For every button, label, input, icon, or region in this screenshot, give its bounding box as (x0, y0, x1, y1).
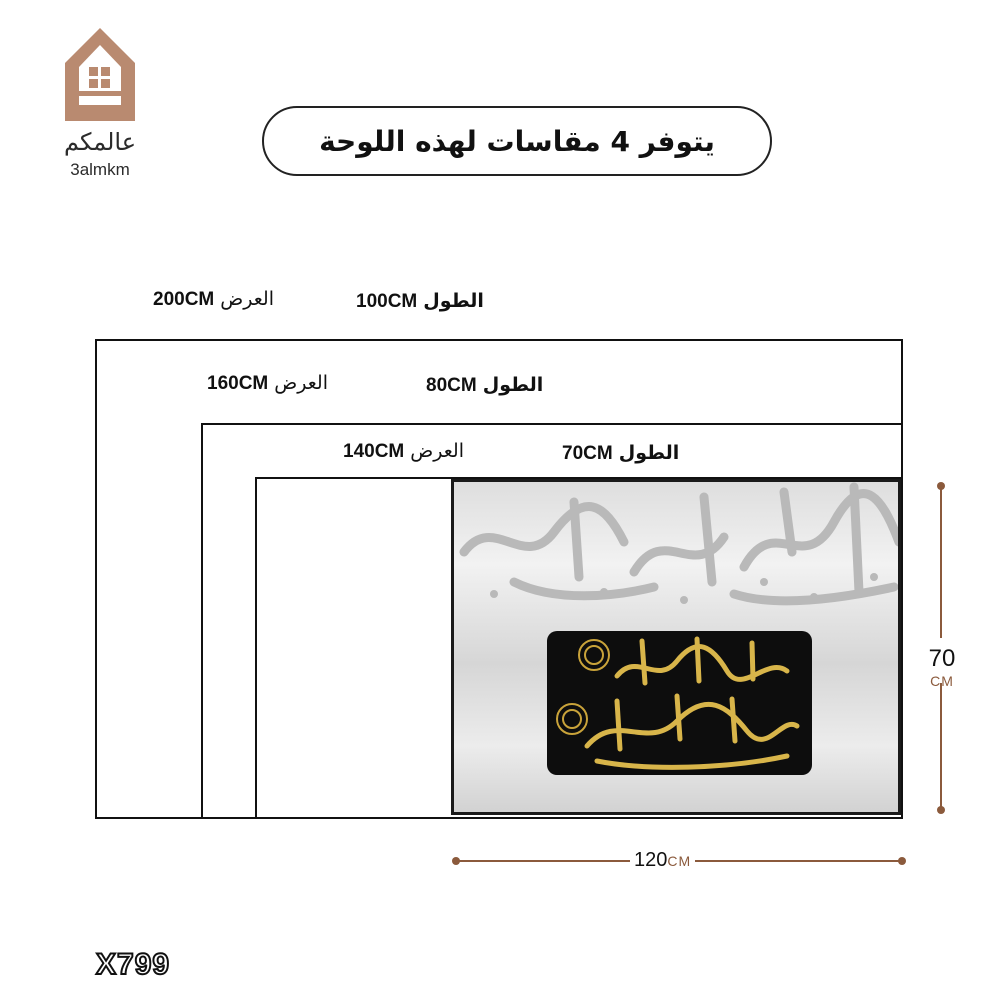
height-dimension-label: 70 CM (928, 645, 956, 689)
size-3-width-label: 140CM العرض (343, 440, 464, 462)
brand-name-latin: 3almkm (70, 160, 130, 179)
size-2-width-label: 160CM العرض (207, 372, 328, 394)
size-3-length-label: 70CM الطول (562, 442, 680, 464)
ghost-calligraphy-background (454, 482, 901, 612)
size-2-length-label: 80CM الطول (426, 374, 544, 396)
width-dimension-label: 120CM (630, 849, 695, 872)
size-1-width-label: 200CM العرض (153, 288, 274, 310)
size-1-length-label: 100CM الطول (356, 290, 484, 312)
brand-name-arabic: عالمكم (63, 128, 137, 156)
sizes-available-heading: يتوفر 4 مقاسات لهذه اللوحة (262, 106, 772, 176)
product-code: X799 (96, 948, 171, 981)
black-calligraphy-plaque (547, 631, 812, 775)
calligraphy-artwork (451, 479, 901, 815)
gold-calligraphy-icon (547, 631, 812, 775)
